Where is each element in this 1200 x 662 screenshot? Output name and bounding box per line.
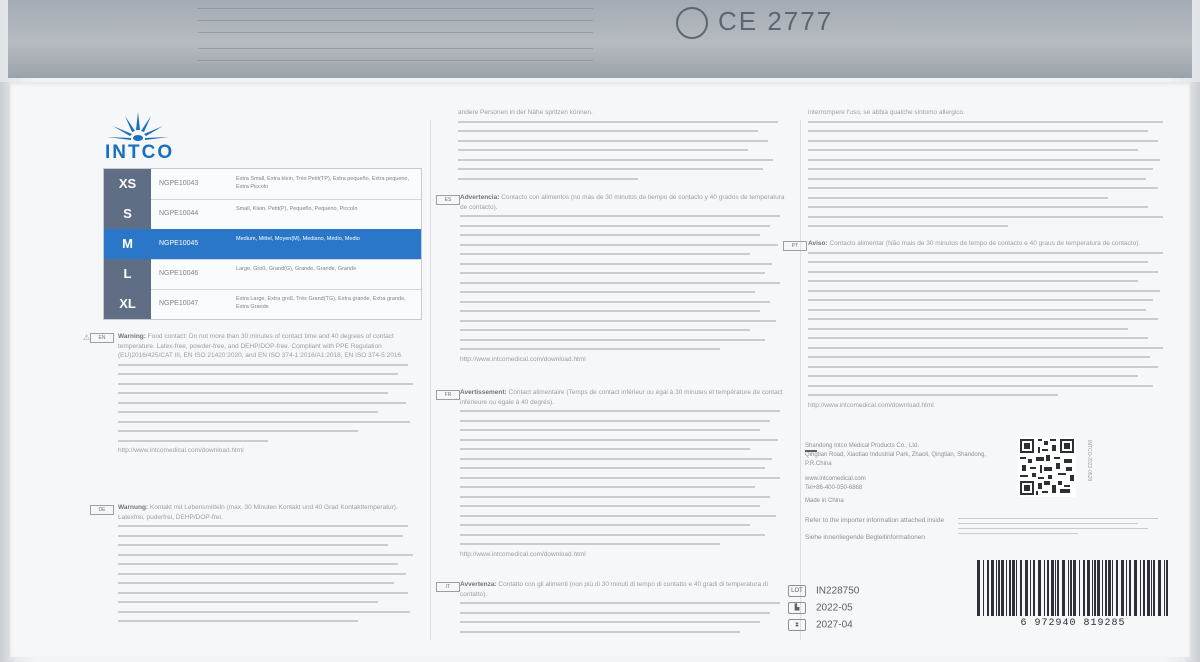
warning-de-text: Warnung: Kontakt mit Lebensmitteln (max. 30 Minuten Kontakt und 40 Grad Kontakttemperatur). Latexfrei, puderfrei, DEHP/DOP-frei.: [118, 503, 418, 643]
size-description: Small, Klein, Petit(P), Pequeño, Pequeno, Piccolo: [236, 206, 358, 212]
language-flag: FR: [436, 390, 460, 400]
fine-print: [118, 361, 418, 447]
barcode-bar: [1073, 560, 1076, 616]
barcode-bar: [1094, 560, 1096, 616]
barcode-number: 6 972940 819285: [1020, 618, 1126, 629]
barcode-icon: [963, 560, 1183, 640]
size-code: NGPE10047: [159, 300, 199, 307]
warning-fr-text: Avertissement: Contact alimentaire (Temps de contact inférieur ou égal à 30 minutes et température de contact inférieure ou égale à 40 degrés). http://www.intcomedical.com/download.html: [460, 388, 790, 573]
barcode-bar: [1062, 560, 1065, 616]
barcode-bar: [1025, 560, 1028, 616]
barcode-bar: [1038, 560, 1041, 616]
size-description: Extra Small, Extra klein, Très Petit(TP), Extra pequeño, Extra pequeno, Extra Piccolo: [236, 176, 410, 190]
download-url: http://www.intcomedical.com/download.html: [460, 550, 586, 558]
barcode-bar: [1147, 560, 1150, 616]
language-flag: DE: [90, 505, 114, 515]
warning-en-text: Warning: Food contact: Do not more than 30 minutes of contact time and 40 degrees of contact temperature. Latex-free, powder-free, and DEHP/DOP-free. Compliant with PPE Regulation (EU)2016/425/CAT III, EN ISO 21420:2020, and EN ISO 374-1:2016/A1:2018, EN ISO 374-5:2016. http://www.intcomedical.com/download.html: [118, 332, 418, 492]
size-label: XL: [104, 289, 151, 319]
language-flag: EN: [90, 333, 114, 343]
regulatory-fine-print: [958, 516, 1178, 556]
expiry-date-row: ⧗ 2027-04: [788, 619, 853, 631]
size-code: NGPE10043: [159, 180, 199, 187]
lot-row: LOT IN228750: [788, 585, 859, 597]
barcode-bar: [1006, 560, 1007, 616]
factory-icon: [805, 440, 817, 452]
size-row-selected: [104, 229, 421, 260]
barcode-bar: [1083, 560, 1085, 616]
column-divider: [800, 120, 801, 640]
warning-it-continued: interrompere l'uso, se abbia qualche sintomo allergico.: [808, 108, 1173, 238]
size-code: NGPE10045: [159, 240, 199, 247]
language-flag: ES: [436, 195, 460, 205]
manufacture-date-row: ▙ 2022-05: [788, 602, 853, 614]
barcode-bar: [1166, 560, 1168, 616]
size-label: M: [104, 229, 151, 259]
size-row: [104, 199, 421, 230]
lot-icon: LOT: [788, 585, 806, 597]
barcode-bar: [1087, 560, 1090, 616]
barcode-bar: [1126, 560, 1127, 616]
barcode-bar: [1030, 560, 1031, 616]
download-url: http://www.intcomedical.com/download.html: [118, 447, 244, 454]
barcode-bar: [1143, 560, 1145, 616]
qr-code-icon: [1018, 437, 1076, 497]
size-code: NGPE10046: [159, 270, 199, 277]
warning-triangle-icon: ⚠: [83, 333, 91, 342]
size-row: [104, 169, 421, 200]
warning-pt-text: Aviso: Contacto alimentar (Não mais de 30 minutos de tempo de contacto e 40 graus de temperatura de contacto). http://www.intcomedical.com/download.html: [808, 239, 1173, 429]
barcode-bar: [1105, 560, 1107, 616]
language-flag: IT: [436, 582, 460, 592]
barcode-bar: [1016, 560, 1017, 616]
barcode-bar: [1055, 560, 1056, 616]
barcode-bar: [1051, 560, 1054, 616]
barcode-bar: [1097, 560, 1100, 616]
barcode-bar: [1108, 560, 1111, 616]
barcode-bar: [1009, 560, 1011, 616]
top-flap-table: [198, 0, 593, 70]
barcode-bar: [1164, 560, 1165, 616]
language-flag: PT: [783, 241, 807, 251]
barcode-bar: [1151, 560, 1152, 616]
barcode-bar: [1134, 560, 1137, 616]
fine-print: [118, 522, 418, 627]
box-top-flap: [8, 0, 1192, 78]
barcode-bar: [1057, 560, 1059, 616]
size-label: L: [104, 259, 151, 289]
barcode-bar: [1001, 560, 1004, 616]
barcode-bar: [1068, 560, 1069, 616]
barcode-bar: [1153, 560, 1155, 616]
size-description: Large, Groß, Grand(G), Grande, Grande, Grande: [236, 266, 357, 272]
barcode-bar: [996, 560, 997, 616]
size-description: Extra Large, Extra groß, Très Grand(TG), Extra grande, Extra grande, Extra Grande: [236, 296, 406, 310]
ce-mark-icon: CE 2777: [676, 6, 833, 39]
barcode-bar: [1102, 560, 1103, 616]
barcode-bar: [983, 560, 984, 616]
warning-de-continued: andere Personen in der Nähe spritzen können.: [458, 108, 788, 188]
barcode-bar: [1047, 560, 1049, 616]
barcode-bar: [1070, 560, 1072, 616]
barcode-bar: [1129, 560, 1131, 616]
barcode-bar: [1020, 560, 1022, 616]
sunburst-icon: [103, 108, 173, 142]
size-label: XS: [104, 169, 151, 199]
barcode-bar: [987, 560, 989, 616]
size-code: NGPE10044: [159, 210, 199, 217]
download-url: http://www.intcomedical.com/download.html: [808, 401, 934, 409]
size-label: S: [104, 199, 151, 229]
barcode-bar: [1044, 560, 1045, 616]
size-row: [104, 289, 421, 319]
barcode-bar: [998, 560, 1000, 616]
brand-name: INTCO: [105, 142, 175, 163]
warning-it-text: Avvertenza: Contatto con gli alimenti (non più di 30 minuti di tempo di contatto e 40 gradi di temperatura di contatto).: [460, 580, 790, 640]
barcode-bar: [1079, 560, 1080, 616]
hourglass-icon: ⧗: [788, 619, 806, 631]
warning-es-text: Advertencia: Contacto con alimentos (no más de 30 minutos de tiempo de contacto y 40 grados de temperatura de contacto). http://www.intcomedical.com/download.html: [460, 193, 790, 378]
barcode-bar: [991, 560, 994, 616]
barcode-bar: [1112, 560, 1113, 616]
barcode-bar: [1012, 560, 1015, 616]
manufacturer-info: Shandong Intco Medical Products Co., Ltd. Qingtian Road, Xiaotiao Industrial Park, Zhaoli, Qingtian, Shandong, P.R.China www.intcomedical.com Tel+86-400-050-6868 Made in China Refer to the importer information attached inside Siehe innenliegende Begleitinformationen: [805, 440, 995, 542]
barcode-bar: [1033, 560, 1035, 616]
factory-icon: ▙: [788, 602, 806, 614]
size-table: [103, 168, 422, 320]
barcode-bar: [1140, 560, 1141, 616]
barcode-bar: [1158, 560, 1161, 616]
barcode-bar: [977, 560, 980, 616]
barcode-bar: [1116, 560, 1118, 616]
column-divider: [430, 120, 431, 640]
barcode-bar: [1092, 560, 1093, 616]
download-url: http://www.intcomedical.com/download.html: [460, 355, 586, 363]
intco-logo: [103, 108, 203, 163]
barcode-bar: [1121, 560, 1124, 616]
size-row: [104, 259, 421, 290]
size-description: Medium, Mittel, Moyen(M), Mediano, Médio, Medio: [236, 236, 360, 242]
side-code: INTCO-2022-0528: [1086, 440, 1092, 482]
